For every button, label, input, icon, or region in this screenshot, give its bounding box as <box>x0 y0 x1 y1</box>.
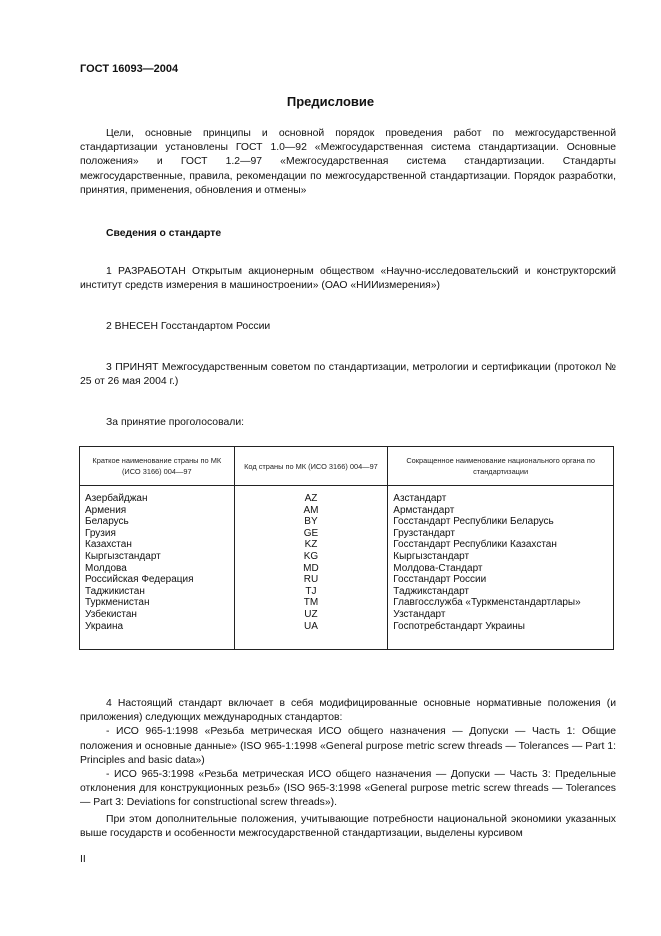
code-cell: TM <box>303 597 319 609</box>
country-cell: Казахстан <box>85 539 132 551</box>
item-4-paragraph <box>80 697 616 811</box>
table-header-country: Краткое наименование страны по МК (ИСО 3166) 004—97 <box>80 447 235 486</box>
country-cell: Беларусь <box>85 516 129 528</box>
standards-body-cell: Таджикстандарт <box>393 585 469 597</box>
country-cell: Туркменистан <box>85 597 150 609</box>
table-body-row <box>80 486 614 650</box>
country-cell: Таджикистан <box>85 585 145 597</box>
table-header-code: Код страны по МК (ИСО 3166) 004—97 <box>234 447 388 486</box>
code-cell: KZ <box>304 539 318 551</box>
vote-label-paragraph <box>80 416 616 430</box>
code-cell: BY <box>304 516 318 528</box>
item-1-text: 1 РАЗРАБОТАН Открытым акционерным обществом «Научно-исследовательский и конструкторский институт средств измерения в машиностроении» (ОАО «НИИизмерения») <box>80 266 616 292</box>
page-number: II <box>80 854 86 865</box>
standards-body-cell: Госстандарт Республики Казахстан <box>393 539 557 551</box>
item-3-text: 3 ПРИНЯТ Межгосударственным советом по стандартизации, метрологии и сертификации (протокол № 25 от 26 мая 2004 г.) <box>80 362 616 388</box>
standards-body-cell: Госстандарт Республики Беларусь <box>393 516 554 528</box>
table-header-row <box>80 447 614 486</box>
item-2-paragraph <box>80 320 616 334</box>
intro-text: Цели, основные принципы и основной порядок проведения работ по межгосударственной стандартизации установлены ГОСТ 1.0—92 «Межгосударственная система стандартизации. Основные положения» и ГОСТ 1.2—97 «Межгосударственная система стандартизации. Стандарты межгосударственные, правила, рекомендации по межгосударственной стандартизации. Порядок разработки, принятия, применения, обновления и отмены» <box>80 128 616 196</box>
code-cell: KG <box>303 550 319 562</box>
voting-table <box>79 446 614 650</box>
country-cell: Грузия <box>85 527 116 539</box>
item-2-text: 2 ВНЕСЕН Госстандартом России <box>106 321 271 332</box>
code-cell: MD <box>303 562 319 574</box>
vote-label: За принятие проголосовали: <box>106 417 245 428</box>
standards-body-cell: Армстандарт <box>393 504 455 516</box>
code-cell: UA <box>304 620 318 632</box>
item-4-bullet-2: - ИСО 965-3:1998 «Резьба метрическая ИСО общего назначения — Допуски — Часть 3: Предельные отклонения для конструкционных резьб» (ISO 965-3:1998 «General purpose metric screw threads — Tolerances — Part 3: Deviations for constructional screw threads»). <box>80 769 616 809</box>
standards-body-cell: Госстандарт России <box>393 574 487 586</box>
standards-body-cell: Кыргызстандарт <box>393 550 470 562</box>
country-column <box>80 486 235 650</box>
standards-body-cell: Госпотребстандарт Украины <box>393 620 525 632</box>
intro-paragraph <box>80 127 616 198</box>
item-4-bullet-1: - ИСО 965-1:1998 «Резьба метрическая ИСО общего назначения — Допуски — Часть 1: Общие положения и основные данные» (ISO 965-1:1998 «General purpose metric screw threads — Tolerances — Part 1: Principles and basic data») <box>80 726 616 766</box>
code-cell: TJ <box>305 585 317 597</box>
code-cell: AM <box>303 504 319 516</box>
standards-body-column <box>388 486 614 650</box>
code-cell: RU <box>303 574 319 586</box>
page-title: Предисловие <box>286 94 375 109</box>
standards-body-cell: Узстандарт <box>393 608 446 620</box>
item-1-paragraph <box>80 265 616 293</box>
closing-paragraph <box>80 813 616 841</box>
standards-body-cell: Молдова-Стандарт <box>393 562 483 574</box>
code-cell: AZ <box>304 493 318 504</box>
section-heading: Сведения о стандарте <box>106 228 222 239</box>
country-cell: Армения <box>85 504 127 516</box>
country-cell: Узбекистан <box>85 608 137 620</box>
closing-text: При этом дополнительные положения, учитывающие потребности национальной экономики указанных выше государств и особенности межгосударственной стандартизации, выделены курсивом <box>80 814 616 840</box>
document-code: ГОСТ 16093—2004 <box>80 63 179 75</box>
country-cell: Молдова <box>85 562 127 574</box>
country-cell: Кыргызстандарт <box>85 550 161 562</box>
country-cell: Азербайджан <box>85 493 148 504</box>
standards-body-cell: Главгосслужба «Туркменстандартлары» <box>393 597 581 609</box>
standards-body-cell: Грузстандарт <box>393 527 455 539</box>
code-cell: UZ <box>304 608 318 620</box>
standards-body-cell: Азстандарт <box>393 493 447 504</box>
table-header-body: Сокращенное наименование национального органа по стандартизации <box>388 447 614 486</box>
code-column <box>234 486 388 650</box>
item-4-lead: 4 Настоящий стандарт включает в себя модифицированные основные нормативные положения (и приложения) следующих международных стандартов: <box>80 698 616 724</box>
code-cell: GE <box>303 527 319 539</box>
country-cell: Российская Федерация <box>85 574 194 586</box>
country-cell: Украина <box>85 620 124 632</box>
item-3-paragraph <box>80 361 616 389</box>
